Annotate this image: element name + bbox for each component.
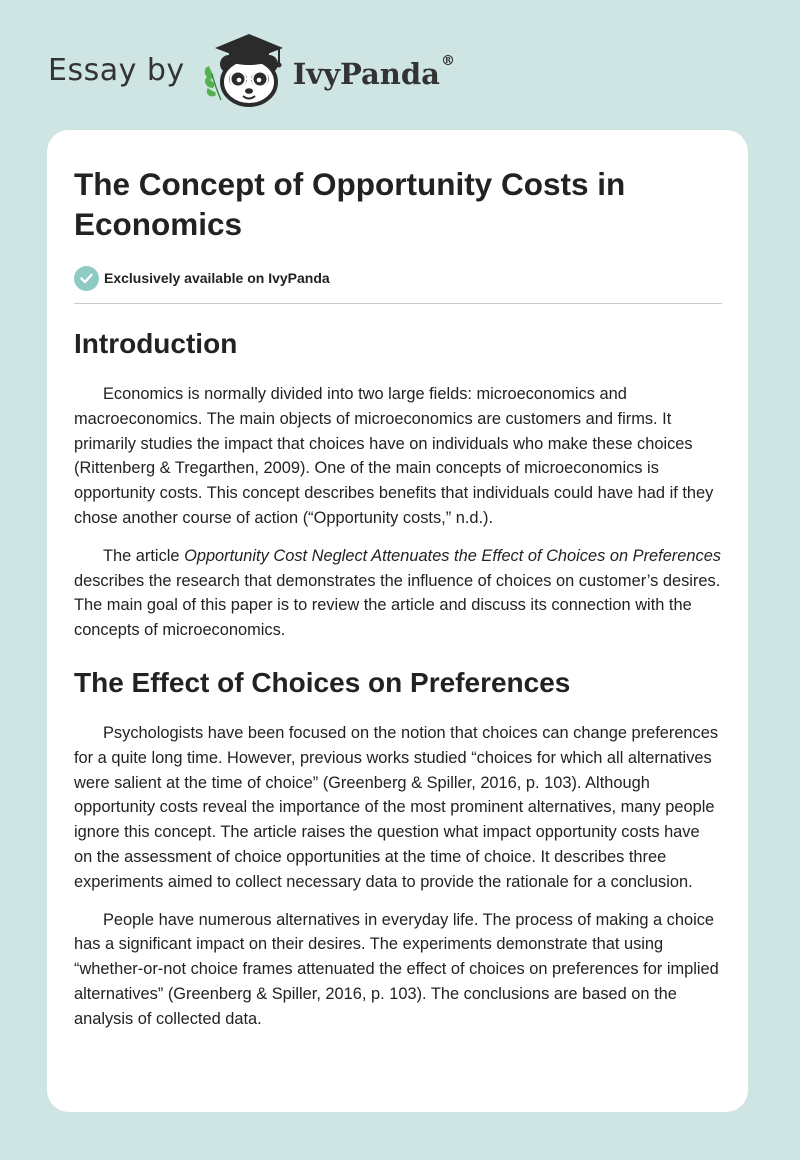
paragraph-text: The article (103, 546, 185, 565)
paragraph (74, 544, 722, 643)
paragraph: Economics is normally divided into two large fields: microeconomics and macroeconomics. The main objects of microeconomics are customers and firms. It primarily studies the impact that choices have on individuals who make these choices (Rittenberg & Tregarthen, 2009). One of the main concepts of microeconomics is opportunity costs. This concept describes benefits that individuals could have had if they chose another course of action (“Opportunity costs,” n.d.). (74, 385, 714, 527)
essay-by-label: Essay by (48, 52, 185, 88)
title-divider (74, 303, 722, 304)
paragraph-text: describes the research that demonstrates the influence of choices on customer’s desires. The main goal of this paper is to review the article and discuss its connection with the concepts of microeconomics. (74, 571, 721, 640)
section-heading-effect-of-choices: The Effect of Choices on Preferences (74, 666, 571, 698)
paragraph: People have numerous alternatives in everyday life. The process of making a choice has a significant impact on their desires. The experiments demonstrate that using “whether-or-not choice frames attenuated the effect of choices on preferences for implied alternatives” (Greenberg & Spiller, 2016, p. 103). The conclusions are based on the analysis of collected data. (74, 910, 719, 1028)
exclusive-badge (74, 265, 722, 291)
article-reference-title: Opportunity Cost Neglect Attenuates the Effect of Choices on Preferences (184, 546, 722, 565)
article-title: The Concept of Opportunity Costs in Economics (74, 166, 626, 242)
panda-logo-icon[interactable] (199, 30, 291, 110)
paragraph: Psychologists have been focused on the notion that choices can change preferences for a quite long time. However, previous works studied “choices for which all alternatives were salient at the time of choice” (Greenberg & Spiller, 2016, p. 103). Although opportunity costs reveal the importance of the most prominent alternatives, many people ignore this concept. The article raises the question what impact opportunity costs have on the assessment of choice opportunities at the time of choice. It describes three experiments aimed to collect necessary data to provide the rationale for a conclusion. (74, 723, 719, 891)
site-header (48, 30, 455, 110)
check-icon (74, 266, 99, 291)
section-heading-introduction: Introduction (74, 328, 238, 359)
article-card (47, 130, 748, 1112)
exclusive-badge-label: Exclusively available on IvyPanda (104, 270, 330, 286)
brand-name[interactable] (292, 53, 455, 91)
registered-mark: ® (440, 53, 455, 69)
brand-label: IvyPanda (292, 57, 440, 91)
